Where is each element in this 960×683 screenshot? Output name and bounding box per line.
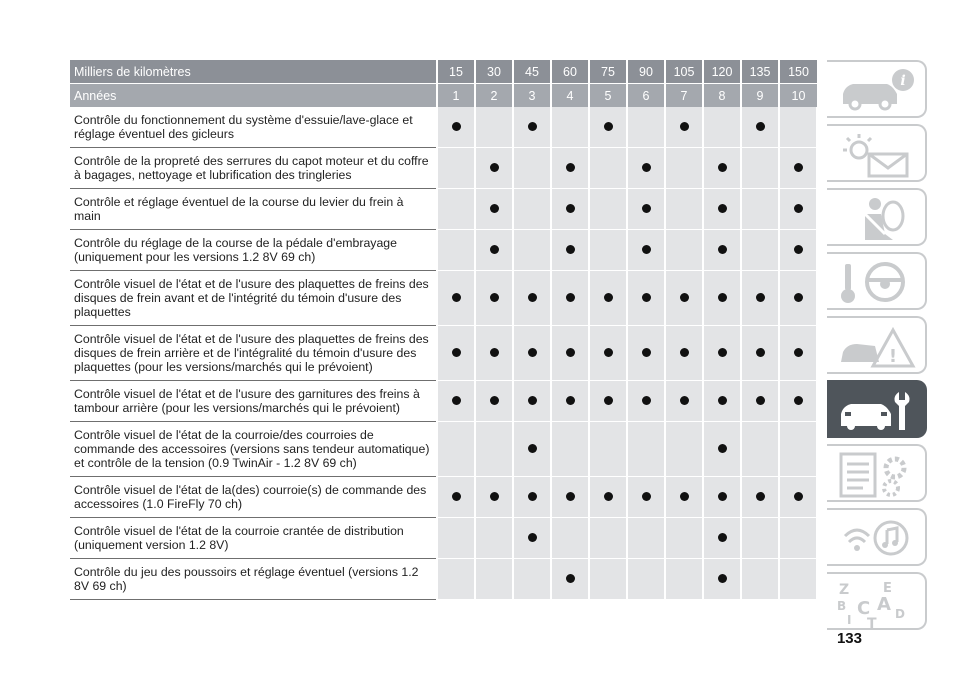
scheduled-dot-icon [794, 348, 803, 357]
scheduled-dot-icon [490, 204, 499, 213]
table-row [70, 477, 817, 518]
scheduled-dot-icon [756, 396, 765, 405]
schedule-cell [779, 477, 817, 518]
schedule-cell [437, 107, 475, 148]
scheduled-dot-icon [680, 396, 689, 405]
header-year-value: 2 [475, 84, 513, 108]
schedule-cell [779, 326, 817, 381]
operation-description: Contrôle de la propreté des serrures du capot moteur et du coffre à bagages, nettoyage et lubrification des tringleries [70, 148, 437, 189]
schedule-cell [703, 422, 741, 477]
scheduled-dot-icon [794, 492, 803, 501]
header-year-value: 6 [627, 84, 665, 108]
schedule-cell [437, 326, 475, 381]
header-year-value: 1 [437, 84, 475, 108]
tab-emergency[interactable] [827, 316, 927, 374]
schedule-cell [475, 422, 513, 477]
scheduled-dot-icon [604, 122, 613, 131]
table-row [70, 189, 817, 230]
schedule-cell [703, 107, 741, 148]
scheduled-dot-icon [528, 293, 537, 302]
table-row [70, 518, 817, 559]
header-year-value: 10 [779, 84, 817, 108]
schedule-cell [437, 381, 475, 422]
scheduled-dot-icon [528, 533, 537, 542]
schedule-cell [551, 381, 589, 422]
scheduled-dot-icon [756, 293, 765, 302]
scheduled-dot-icon [718, 574, 727, 583]
schedule-cell [589, 189, 627, 230]
scheduled-dot-icon [528, 492, 537, 501]
scheduled-dot-icon [528, 122, 537, 131]
header-km-value: 135 [741, 60, 779, 84]
tab-index[interactable] [827, 572, 927, 630]
svg-text:i: i [900, 73, 906, 89]
schedule-cell [551, 422, 589, 477]
schedule-cell [779, 271, 817, 326]
scheduled-dot-icon [490, 293, 499, 302]
header-km-value: 60 [551, 60, 589, 84]
scheduled-dot-icon [604, 293, 613, 302]
scheduled-dot-icon [718, 396, 727, 405]
scheduled-dot-icon [642, 492, 651, 501]
scheduled-dot-icon [490, 245, 499, 254]
scheduled-dot-icon [794, 396, 803, 405]
table-row [70, 107, 817, 148]
scheduled-dot-icon [490, 348, 499, 357]
schedule-cell [589, 107, 627, 148]
header-km-value: 15 [437, 60, 475, 84]
schedule-cell [589, 381, 627, 422]
schedule-cell [665, 381, 703, 422]
operation-description: Contrôle visuel de l'état et de l'usure des plaquettes de freins des disques de frein arrière et de l'intégralité du témoin d'usure des plaquettes (pour les versions/marchés qui le prévoient) [70, 326, 437, 381]
schedule-cell [779, 148, 817, 189]
schedule-cell [665, 326, 703, 381]
header-km-value: 75 [589, 60, 627, 84]
schedule-cell [703, 189, 741, 230]
schedule-cell [513, 148, 551, 189]
schedule-cell [627, 148, 665, 189]
schedule-cell [437, 230, 475, 271]
schedule-cell [513, 477, 551, 518]
schedule-cell [627, 381, 665, 422]
tab-car-info[interactable] [827, 60, 927, 118]
schedule-cell [665, 230, 703, 271]
header-years-label: Années [70, 84, 437, 108]
tab-safety[interactable] [827, 188, 927, 246]
index-letter: E [883, 581, 892, 596]
scheduled-dot-icon [718, 492, 727, 501]
scheduled-dot-icon [718, 293, 727, 302]
schedule-cell [513, 518, 551, 559]
schedule-cell [589, 148, 627, 189]
multimedia-icon [835, 514, 919, 564]
scheduled-dot-icon [642, 163, 651, 172]
scheduled-dot-icon [452, 293, 461, 302]
schedule-cell [665, 422, 703, 477]
tab-maintenance[interactable] [827, 380, 927, 438]
schedule-cell [513, 189, 551, 230]
schedule-cell [589, 326, 627, 381]
operation-description: Contrôle du fonctionnement du système d'essuie/lave-glace et réglage éventuel des gicleurs [70, 107, 437, 148]
schedule-cell [665, 107, 703, 148]
schedule-cell [551, 189, 589, 230]
index-letter: I [847, 613, 852, 627]
scheduled-dot-icon [566, 204, 575, 213]
schedule-cell [551, 559, 589, 600]
scheduled-dot-icon [566, 348, 575, 357]
schedule-cell [589, 559, 627, 600]
schedule-cell [703, 559, 741, 600]
schedule-cell [475, 477, 513, 518]
scheduled-dot-icon [794, 293, 803, 302]
scheduled-dot-icon [756, 492, 765, 501]
operation-description: Contrôle du réglage de la course de la pédale d'embrayage (uniquement pour les versions 1.2 8V 69 ch) [70, 230, 437, 271]
maintenance-schedule [70, 60, 817, 600]
technical-data-icon [835, 450, 919, 500]
schedule-cell [741, 559, 779, 600]
scheduled-dot-icon [680, 293, 689, 302]
schedule-cell [589, 230, 627, 271]
scheduled-dot-icon [566, 574, 575, 583]
schedule-cell [551, 271, 589, 326]
schedule-cell [741, 518, 779, 559]
schedule-cell [475, 107, 513, 148]
schedule-cell [665, 477, 703, 518]
scheduled-dot-icon [566, 396, 575, 405]
header-year-value: 8 [703, 84, 741, 108]
schedule-cell [589, 518, 627, 559]
schedule-cell [437, 271, 475, 326]
chapter-sidebar [827, 60, 927, 636]
schedule-cell [475, 326, 513, 381]
schedule-cell [779, 422, 817, 477]
schedule-cell [437, 518, 475, 559]
schedule-cell [627, 422, 665, 477]
index-letter: T [867, 616, 877, 628]
scheduled-dot-icon [566, 293, 575, 302]
index-letter: B [837, 599, 847, 613]
schedule-cell [703, 477, 741, 518]
scheduled-dot-icon [566, 163, 575, 172]
schedule-cell [741, 271, 779, 326]
table-row [70, 148, 817, 189]
scheduled-dot-icon [528, 396, 537, 405]
schedule-cell [589, 271, 627, 326]
schedule-cell [513, 381, 551, 422]
scheduled-dot-icon [718, 245, 727, 254]
schedule-cell [551, 230, 589, 271]
schedule-cell [703, 148, 741, 189]
scheduled-dot-icon [604, 492, 613, 501]
schedule-cell [437, 559, 475, 600]
scheduled-dot-icon [452, 348, 461, 357]
schedule-cell [513, 559, 551, 600]
schedule-cell [665, 271, 703, 326]
schedule-cell [437, 189, 475, 230]
schedule-cell [779, 107, 817, 148]
schedule-cell [475, 381, 513, 422]
schedule-cell [475, 148, 513, 189]
schedule-cell [437, 422, 475, 477]
index-letter: A [877, 594, 891, 615]
schedule-cell [703, 381, 741, 422]
emergency-icon [835, 322, 919, 372]
header-year-value: 7 [665, 84, 703, 108]
schedule-cell [665, 148, 703, 189]
index-letter: C [857, 598, 871, 619]
schedule-cell [627, 518, 665, 559]
scheduled-dot-icon [718, 533, 727, 542]
scheduled-dot-icon [718, 444, 727, 453]
scheduled-dot-icon [794, 204, 803, 213]
schedule-cell [627, 559, 665, 600]
schedule-cell [627, 326, 665, 381]
scheduled-dot-icon [490, 492, 499, 501]
schedule-cell [475, 559, 513, 600]
schedule-cell [627, 271, 665, 326]
schedule-cell [741, 189, 779, 230]
schedule-cell [703, 230, 741, 271]
schedule-cell [475, 230, 513, 271]
schedule-cell [437, 148, 475, 189]
scheduled-dot-icon [642, 293, 651, 302]
schedule-cell [513, 230, 551, 271]
airbag-safety-icon [835, 194, 919, 244]
scheduled-dot-icon [642, 396, 651, 405]
schedule-cell [627, 189, 665, 230]
header-km-value: 30 [475, 60, 513, 84]
scheduled-dot-icon [680, 122, 689, 131]
schedule-cell [779, 381, 817, 422]
header-year-value: 9 [741, 84, 779, 108]
table-row [70, 422, 817, 477]
scheduled-dot-icon [528, 444, 537, 453]
operation-description: Contrôle visuel de l'état et de l'usure des garnitures des freins à tambour arrière (pour les versions/marchés qui le prévoient) [70, 381, 437, 422]
schedule-cell [703, 326, 741, 381]
schedule-cell [437, 477, 475, 518]
schedule-cell [551, 477, 589, 518]
header-km-value: 45 [513, 60, 551, 84]
maintenance-table [70, 60, 818, 600]
scheduled-dot-icon [680, 348, 689, 357]
warning-lights-icon [835, 130, 919, 180]
schedule-cell [475, 189, 513, 230]
operation-description: Contrôle visuel de l'état de la courroie/des courroies de commande des accessoires (versions sans tendeur automatique) et contrôle de la tension (0.9 TwinAir - 1.2 8V 69 ch) [70, 422, 437, 477]
schedule-cell [551, 326, 589, 381]
operation-description: Contrôle et réglage éventuel de la course du levier du frein à main [70, 189, 437, 230]
schedule-cell [627, 107, 665, 148]
scheduled-dot-icon [718, 204, 727, 213]
table-row [70, 271, 817, 326]
header-year-value: 5 [589, 84, 627, 108]
tab-technical-data[interactable] [827, 444, 927, 502]
schedule-cell [741, 326, 779, 381]
steering-key-icon [835, 258, 919, 308]
table-row [70, 381, 817, 422]
schedule-cell [665, 518, 703, 559]
header-year-value: 3 [513, 84, 551, 108]
schedule-cell [589, 477, 627, 518]
schedule-cell [627, 477, 665, 518]
scheduled-dot-icon [642, 204, 651, 213]
table-body [70, 107, 817, 600]
schedule-cell [741, 477, 779, 518]
index-letter: D [895, 607, 905, 621]
operation-description: Contrôle visuel de l'état de la courroie crantée de distribution (uniquement version 1.2 8V) [70, 518, 437, 559]
scheduled-dot-icon [604, 348, 613, 357]
tab-multimedia[interactable] [827, 508, 927, 566]
svg-text:!: ! [888, 346, 898, 367]
header-km-value: 150 [779, 60, 817, 84]
schedule-cell [513, 271, 551, 326]
header-km-value: 120 [703, 60, 741, 84]
scheduled-dot-icon [490, 163, 499, 172]
schedule-cell [779, 230, 817, 271]
schedule-cell [551, 107, 589, 148]
index-letter: Z [839, 582, 850, 598]
schedule-cell [513, 107, 551, 148]
schedule-cell [513, 422, 551, 477]
header-row-km [70, 60, 817, 84]
scheduled-dot-icon [490, 396, 499, 405]
header-year-value: 4 [551, 84, 589, 108]
schedule-cell [779, 189, 817, 230]
scheduled-dot-icon [642, 348, 651, 357]
schedule-cell [741, 107, 779, 148]
header-row-years [70, 84, 817, 108]
schedule-cell [703, 271, 741, 326]
schedule-cell [551, 518, 589, 559]
car-maintenance-icon [835, 386, 919, 436]
schedule-cell [741, 230, 779, 271]
operation-description: Contrôle visuel de l'état et de l'usure des plaquettes de freins des disques de frein avant et de l'intégrité du témoin d'usure des plaquettes [70, 271, 437, 326]
table-row [70, 559, 817, 600]
alphabetical-index-icon [835, 578, 919, 628]
scheduled-dot-icon [756, 348, 765, 357]
schedule-cell [551, 148, 589, 189]
operation-description: Contrôle visuel de l'état de la(des) courroie(s) de commande des accessoires (1.0 FireFly 70 ch) [70, 477, 437, 518]
header-km-value: 105 [665, 60, 703, 84]
scheduled-dot-icon [452, 492, 461, 501]
table-row [70, 230, 817, 271]
header-km-label: Milliers de kilomètres [70, 60, 437, 84]
scheduled-dot-icon [642, 245, 651, 254]
schedule-cell [741, 148, 779, 189]
schedule-cell [475, 271, 513, 326]
scheduled-dot-icon [528, 348, 537, 357]
page-number: 133 [836, 630, 862, 647]
scheduled-dot-icon [680, 492, 689, 501]
tab-starting-driving[interactable] [827, 252, 927, 310]
scheduled-dot-icon [452, 396, 461, 405]
schedule-cell [589, 422, 627, 477]
scheduled-dot-icon [794, 245, 803, 254]
operation-description: Contrôle du jeu des poussoirs et réglage éventuel (versions 1.2 8V 69 ch) [70, 559, 437, 600]
scheduled-dot-icon [718, 348, 727, 357]
schedule-cell [703, 518, 741, 559]
schedule-cell [627, 230, 665, 271]
schedule-cell [779, 518, 817, 559]
tab-warning-lights[interactable] [827, 124, 927, 182]
schedule-cell [475, 518, 513, 559]
schedule-cell [513, 326, 551, 381]
scheduled-dot-icon [756, 122, 765, 131]
scheduled-dot-icon [566, 245, 575, 254]
scheduled-dot-icon [794, 163, 803, 172]
schedule-cell [665, 559, 703, 600]
scheduled-dot-icon [452, 122, 461, 131]
car-info-icon [835, 66, 919, 116]
schedule-cell [779, 559, 817, 600]
scheduled-dot-icon [718, 163, 727, 172]
schedule-cell [741, 422, 779, 477]
schedule-cell [741, 381, 779, 422]
table-row [70, 326, 817, 381]
scheduled-dot-icon [566, 492, 575, 501]
header-km-value: 90 [627, 60, 665, 84]
schedule-cell [665, 189, 703, 230]
scheduled-dot-icon [604, 396, 613, 405]
